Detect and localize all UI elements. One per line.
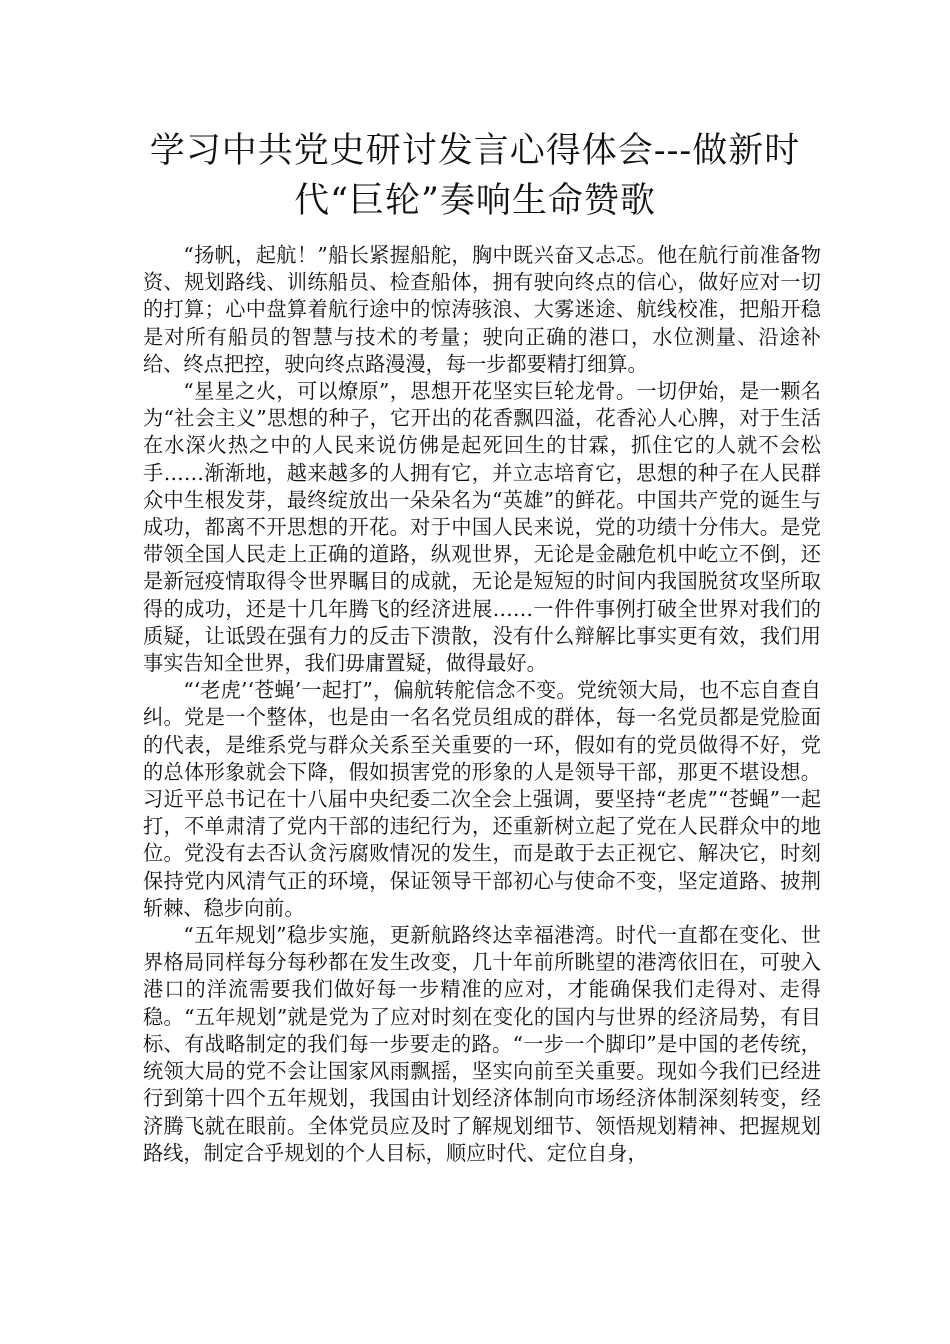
paragraph-2: “星星之火，可以燎原”，思想开花坚实巨轮龙骨。一切伊始，是一颗名为“社会主义”思想的种子，它开出的花香飘四溢，花香沁人心脾，对于生活在水深火热之中的人民来说仿佛是起死回生的甘霖，抓住它的人就不会松手……渐渐地，越来越多的人拥有它，并立志培育它，思想的种子在人民群众中生根发芽，最终绽放出一朵朵名为“英雄”的鲜花。中国共产党的诞生与成功，都离不开思想的开花。对于中国人民来说，党的功绩十分伟大。是党带领全国人民走上正确的道路，纵观世界，无论是金融危机中屹立不倒，还是新冠疫情取得令世界瞩目的成就，无论是短短的时间内我国脱贫攻坚所取得的成功，还是十几年腾飞的经济进展……一件件事例打破全世界对我们的质疑，让诋毁在强有力的反击下溃散，没有什么辩解比事实更有效，我们用事实告知全世界，我们毋庸置疑，做得最好。 xyxy=(143,379,821,676)
paragraph-1: “扬帆，起航！”船长紧握船舵，胸中既兴奋又忐忑。他在航行前准备物资、规划路线、训练船员、检查船体，拥有驶向终点的信心，做好应对一切的打算；心中盘算着航行途中的惊涛骇浪、大雾迷途、航线校准，把船开稳是对所有船员的智慧与技术的考量；驶向正确的港口，水位测量、沿途补给、终点把控，驶向终点路漫漫，每一步都要精打细算。 xyxy=(143,243,821,376)
document-title: 学习中共党史研讨发言心得体会---做新时代“巨轮”奏响生命赞歌 xyxy=(149,131,801,221)
paragraph-3: “‘老虎’‘苍蝇’一起打”，偏航转舵信念不变。党统领大局，也不忘自查自纠。党是一个整体，也是由一名名党员组成的群体，每一名党员都是党脸面的代表，是维系党与群众关系至关重要的一环，假如有的党员做得不好，党的总体形象就会下降，假如损害党的形象的人是领导干部，那更不堪设想。习近平总书记在十八届中央纪委二次全会上强调，要坚持“老虎”“苍蝇”一起打，不单肃清了党内干部的违纪行为，还重新树立起了党在人民群众中的地位。党没有去否认贪污腐败情况的发生，而是敢于去正视它、解决它，时刻保持党内风清气正的环境，保证领导干部初心与使命不变，坚定道路、披荆斩棘、稳步向前。 xyxy=(143,678,821,920)
document-body xyxy=(143,242,821,1167)
paragraph-4: “五年规划”稳步实施，更新航路终达幸福港湾。时代一直都在变化、世界格局同样每分每秒都在发生改变，几十年前所眺望的港湾依旧在，可驶入港口的洋流需要我们做好每一步精准的应对，才能确保我们走得对、走得稳。“五年规划”就是党为了应对时刻在变化的国内与世界的经济局势，有目标、有战略制定的我们每一步要走的路。“一步一个脚印”是中国的老传统，统领大局的党不会让国家风雨飘摇，坚实向前至关重要。现如今我们已经进行到第十四个五年规划，我国由计划经济体制向市场经济体制深刻转变，经济腾飞就在眼前。全体党员应及时了解规划细节、领悟规划精神、把握规划路线，制定合乎规划的个人目标，顺应时代、定位自身， xyxy=(143,923,821,1165)
